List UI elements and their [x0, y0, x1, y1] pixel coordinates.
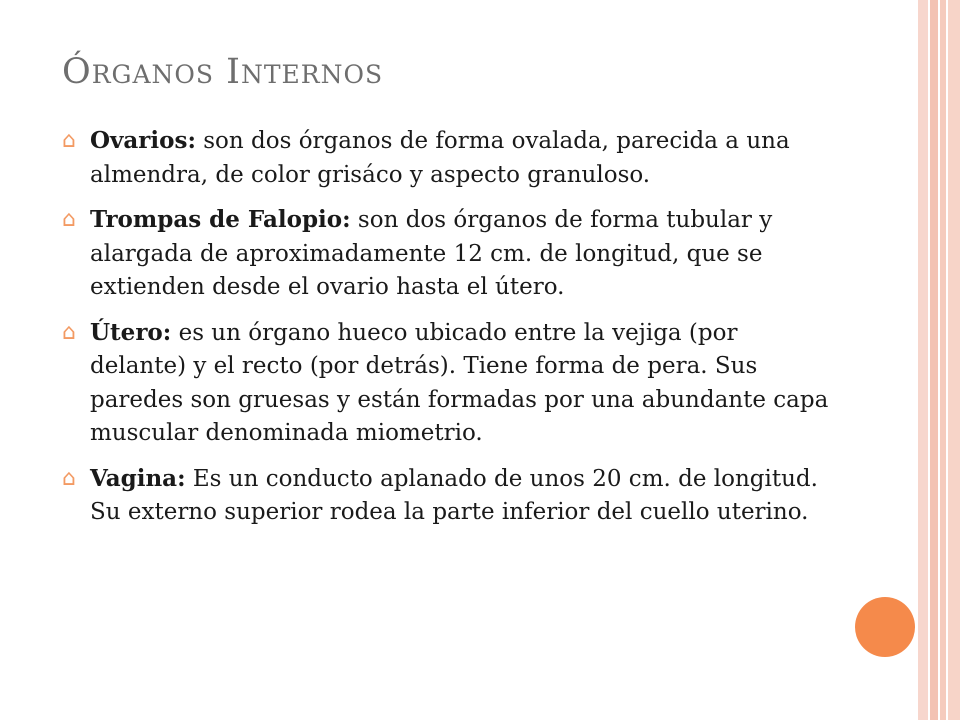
- bullet-icon: ⌂: [62, 465, 76, 491]
- bullet-item-utero: [62, 316, 832, 451]
- accent-circle: [855, 597, 915, 657]
- bullet-text: son dos órganos de forma tubular y alargada de aproximadamente 12 cm. de longitud, que se extienden desde el ovario hasta el útero.: [90, 207, 773, 300]
- bullet-term: Ovarios:: [90, 127, 196, 154]
- decorative-stripe: [930, 0, 938, 720]
- decorative-stripe: [948, 0, 960, 720]
- bullet-term: Trompas de Falopio:: [90, 206, 351, 233]
- bullet-icon: ⌂: [62, 207, 76, 232]
- bullet-item-ovarios: [62, 124, 832, 192]
- decorative-stripe: [918, 0, 928, 720]
- bullet-item-vagina: [62, 462, 832, 530]
- bullet-icon: ⌂: [62, 319, 76, 345]
- bullet-text: es un órgano hueco ubicado entre la vejiga (por delante) y el recto (por detrás). Tiene forma de pera. Sus paredes son gruesas y están formadas por una abundante capa muscular denominada miometrio.: [90, 319, 829, 446]
- bullet-text: Es un conducto aplanado de unos 20 cm. de longitud. Su externo superior rodea la parte inferior del cuello uterino.: [90, 465, 818, 525]
- bullet-icon: ⌂: [62, 128, 76, 153]
- bullet-text: son dos órganos de forma ovalada, parecida a una almendra, de color grisáco y aspecto granuloso.: [90, 128, 790, 188]
- bullet-term: Vagina:: [90, 464, 186, 492]
- slide-title: Órganos Internos: [62, 52, 384, 92]
- bullet-list: [62, 124, 832, 541]
- bullet-item-trompas: [62, 203, 832, 305]
- bullet-term: Útero:: [90, 318, 172, 346]
